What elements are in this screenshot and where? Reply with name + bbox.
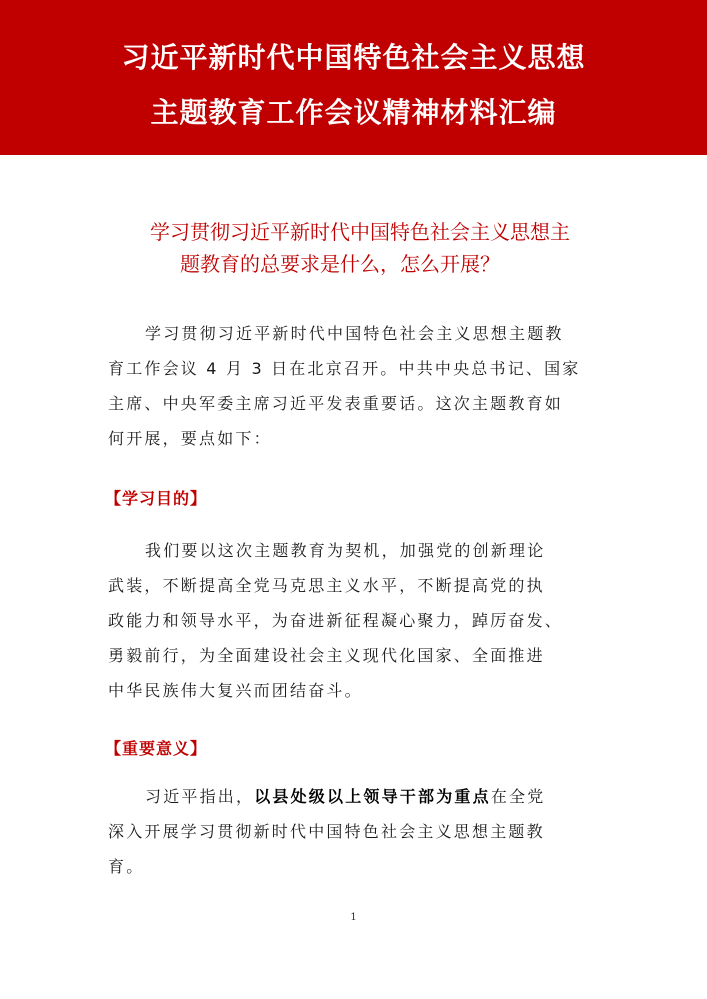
intro-line: 育工作会议 4 月 3 日在北京召开。中共中央总书记、国家 [108, 359, 581, 378]
purpose-line: 勇毅前行，为全面建设社会主义现代化国家、全面推进 [108, 646, 545, 665]
significance-prefix: 习近平指出， [145, 787, 255, 806]
intro-line: 学习贯彻习近平新时代中国特色社会主义思想主题教 [145, 324, 564, 343]
significance-line: 育。 [108, 857, 145, 876]
intro-line: 主席、中央军委主席习近平发表重要话。这次主题教育如 [108, 394, 564, 413]
page-number: 1 [350, 912, 357, 923]
intro-paragraph [108, 316, 602, 456]
article-title-line-2: 题教育的总要求是什么，怎么开展？ [180, 252, 500, 276]
header-banner [0, 0, 707, 155]
article-title-line-1: 学习贯彻习近平新时代中国特色社会主义思想主 [150, 220, 570, 244]
article-title [150, 216, 630, 280]
significance-paragraph [108, 779, 602, 884]
significance-suffix: 在全党 [490, 787, 546, 806]
purpose-line: 武装，不断提高全党马克思主义水平，不断提高党的执 [108, 576, 545, 595]
section-heading-significance: 【重要意义】 [105, 739, 208, 758]
significance-line: 深入开展学习贯彻新时代中国特色社会主义思想主题教 [108, 822, 545, 841]
significance-first-line [108, 779, 602, 814]
purpose-line: 中华民族伟大复兴而团结奋斗。 [108, 681, 363, 700]
significance-bold-phrase: 以县处级以上领导干部为重点 [254, 787, 491, 806]
purpose-line: 我们要以这次主题教育为契机，加强党的创新理论 [145, 541, 546, 560]
section-heading-purpose: 【学习目的】 [105, 489, 208, 508]
banner-title-line-2: 主题教育工作会议精神材料汇编 [150, 96, 557, 129]
intro-line: 何开展，要点如下： [108, 429, 272, 448]
purpose-line: 政能力和领导水平，为奋进新征程凝心聚力，踔厉奋发、 [108, 611, 564, 630]
banner-title-line-1: 习近平新时代中国特色社会主义思想 [121, 41, 586, 74]
purpose-paragraph [108, 533, 602, 708]
